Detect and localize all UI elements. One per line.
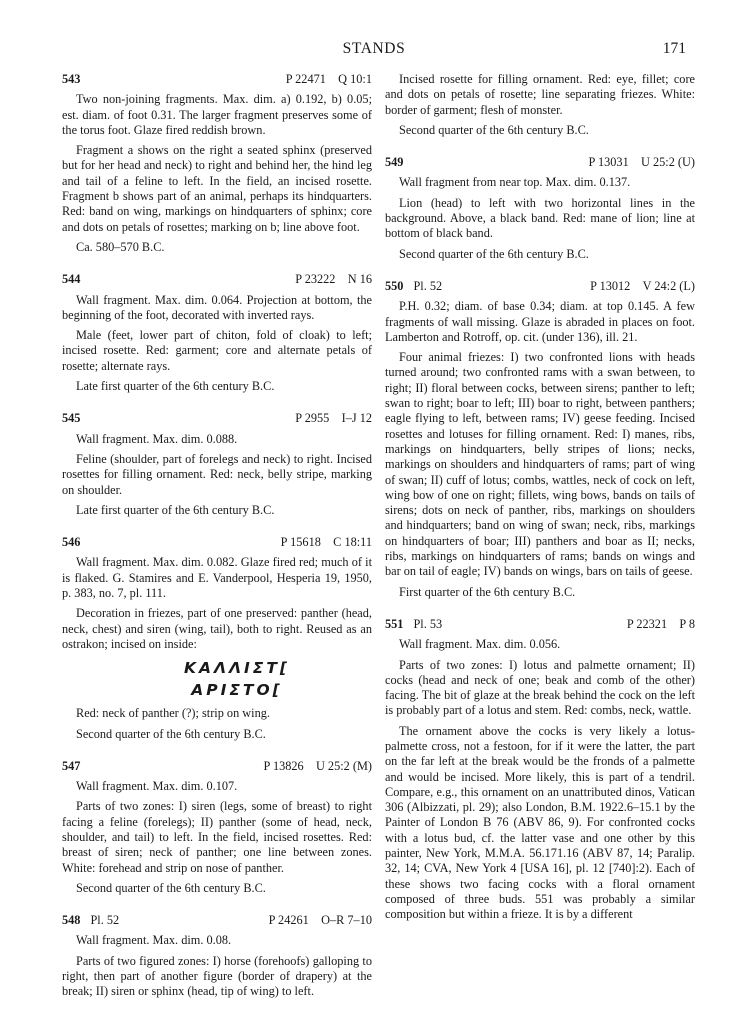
entry-number: 551 <box>385 616 404 631</box>
entry-number-group <box>62 272 80 287</box>
catalogue-entry <box>62 913 372 999</box>
inventory-and-deposit: P 13031 U 25:2 (U) <box>588 155 695 170</box>
entry-paragraph: Incised rosette for filling ornament. Red: eye, fillet; core and dots on petals of rosette; line separating friezes. White: border of garment; flesh of monster. <box>385 72 695 117</box>
entry-paragraph: Wall fragment. Max. dim. 0.088. <box>76 431 238 446</box>
catalogue-entry <box>62 535 372 742</box>
entry-header <box>62 759 372 774</box>
catalogue-entry <box>62 411 372 518</box>
entry-paragraph: Two non-joining fragments. Max. dim. a) 0.192, b) 0.05; est. diam. of foot 0.31. The larger fragment preserves some of the torus foot. Glaze fired reddish brown. <box>62 92 372 137</box>
entry-spacer <box>385 267 695 279</box>
running-head <box>0 40 748 62</box>
running-head-title: STANDS <box>342 40 406 57</box>
entry-header <box>62 411 372 426</box>
entry-header <box>385 617 695 632</box>
inventory-and-deposit: P 23222 N 16 <box>295 272 372 287</box>
entry-paragraph: Wall fragment. Max. dim. 0.08. <box>76 933 232 948</box>
plate-reference: Pl. 53 <box>413 616 443 631</box>
entry-number-group <box>62 535 80 550</box>
page-number: 171 <box>662 40 686 57</box>
entry-number-group <box>62 411 80 426</box>
entry-paragraph: P.H. 0.32; diam. of base 0.34; diam. at top 0.145. A few fragments of wall missing. Glaze is abraded in places on foot. Lamberton and Rotroff, op. cit. (under 136), ill. 21. <box>385 299 695 344</box>
inventory-and-deposit: P 15618 C 18:11 <box>280 535 372 550</box>
inventory-and-deposit: P 24261 O–R 7–10 <box>268 913 372 928</box>
entry-header <box>62 272 372 287</box>
entry-spacer <box>62 523 372 535</box>
catalogue-entry <box>62 72 372 255</box>
entry-paragraph: Male (feet, lower part of chiton, fold of cloak) to left; incised rosette. Red: garment; core and alternate petals of rosette; alternate rays. <box>62 328 372 373</box>
catalogue-entry <box>62 272 372 394</box>
entry-paragraph: Late first quarter of the 6th century B.C. <box>76 502 275 517</box>
plate-reference: Pl. 52 <box>90 913 120 928</box>
entry-header <box>385 279 695 294</box>
inventory-and-deposit: P 2955 I–J 12 <box>295 411 372 426</box>
inventory-and-deposit: P 13826 U 25:2 (M) <box>263 758 372 773</box>
entry-spacer <box>385 605 695 617</box>
entry-paragraph: Second quarter of the 6th century B.C. <box>399 122 589 137</box>
entry-number: 549 <box>385 155 404 170</box>
entry-paragraph: Second quarter of the 6th century B.C. <box>76 726 266 741</box>
entry-header <box>385 155 695 170</box>
entry-number: 547 <box>62 758 81 773</box>
entry-paragraph: Four animal friezes: I) two confronted lions with heads turned around; two confronted rams with a swan between, to right; II) floral between cocks, between sirens; panther to left; swan to right; boar to left; III) boar to right, between panthers; eagle flying to left, between rams; IV) geese feeding. Incised rosettes and lotuses for filling ornament. Red: I) manes, ribs, markings on hindquarters, belly stripes of lions; necks, markings on shoulders and hindquarters of rams; part of wing of swan; II) cuff of lotus; combs, wattles, neck of cock on left, wing bow of one on right; fillets, wing bows, bands on tails of sirens; dots on neck of panther, ribs, markings on shoulders and hindquarters; band on wing of swan; neck, ribs, markings on hindquarters of boar; III) panthers and boar as II; necks, ribs, markings on hindquarters of rams; bands on wings and bar on tail of eagle; IV) bands on wings, bars on tails of geese. <box>385 350 695 579</box>
entry-spacer <box>62 901 372 913</box>
entry-number: 550 <box>385 278 404 293</box>
catalogue-entry <box>385 72 695 138</box>
entry-paragraph: Wall fragment. Max. dim. 0.082. Glaze fired red; much of it is flaked. G. Stamires and E. Vanderpool, Hesperia 19, 1950, p. 383, no. 7, pl. 111. <box>62 555 372 601</box>
entry-paragraph: The ornament above the cocks is very likely a lotus-palmette cross, not a festoon, for if it were the latter, the part on the far left at the break would be the fronds of a palmette and would be incised. More likely, this is part of a tendril. Compare, e.g., this ornament on an unattributed dinos, Vatican 306 (Albizzati, pl. 29); also London, B.M. 1922.6–15.1 by the Painter of London B 76 (ABV 86, 9). For confronted cocks with a lotus bud, cf. the latter vase and one other by this painter, New York, M.M.A. 56.171.16 (ABV 87, 14; Paralip. 32, 14; CVA, New York 4 [USA 16], pl. 12 [740]:2). Each of these shows two facing cocks with a floral ornament composed of three buds. 551 was probably a similar composition but within a frieze. It is by a different <box>385 723 695 922</box>
entry-number: 543 <box>62 72 81 86</box>
catalogue-entry <box>62 759 372 896</box>
plate-reference: Pl. 52 <box>413 278 443 293</box>
inscription-line: ΚΑΛΛΙΣΤ[ <box>183 659 290 678</box>
inventory-and-deposit: P 22321 P 8 <box>626 616 695 631</box>
entry-paragraph: Red: neck of panther (?); strip on wing. <box>76 706 270 721</box>
entry-paragraph: Wall fragment. Max. dim. 0.064. Projection at bottom, the beginning of the foot, decorated with inverted rays. <box>62 292 372 322</box>
entry-paragraph: Lion (head) to left with two horizontal lines in the background. Above, a black band. Red: mane of lion; line at bottom of black band. <box>385 195 695 241</box>
catalogue-entry <box>385 279 695 600</box>
entry-number: 546 <box>62 535 81 550</box>
catalogue-entry <box>385 155 695 262</box>
entry-paragraph: Parts of two figured zones: I) horse (forehoofs) galloping to right, then part of another figure (border of drapery) at the break; II) siren or sphinx (head, tip of wing) to left. <box>62 953 372 999</box>
entry-paragraph: Ca. 580–570 B.C. <box>76 239 165 254</box>
entry-paragraph: Decoration in friezes, part of one preserved: panther (head, neck, chest) and siren (wing, tail), both to right. Reused as an ostrakon; incised on inside: <box>62 606 372 651</box>
catalogue-entry <box>385 617 695 923</box>
inventory-and-deposit: P 13012 V 24:2 (L) <box>590 278 695 293</box>
entry-number-group <box>62 72 80 87</box>
right-column <box>385 72 695 928</box>
entry-paragraph: Parts of two zones: I) siren (legs, some of breast) to right facing a feline (forelegs); II) panther (some of head, neck, shoulder, and tail) to left. In the field, incised rosettes. Red: breast of siren; neck of panther; one line between zones. White: forehead and strip on nose of panther. <box>62 799 372 875</box>
entry-header <box>62 913 372 928</box>
left-column <box>62 72 372 1005</box>
entry-paragraph: Second quarter of the 6th century B.C. <box>76 880 266 895</box>
entry-header <box>62 72 372 87</box>
entry-header <box>62 535 372 550</box>
entry-paragraph: First quarter of the 6th century B.C. <box>399 584 576 599</box>
entry-spacer <box>62 747 372 759</box>
entry-number-group <box>62 759 80 774</box>
entry-number-group <box>385 155 403 170</box>
entry-paragraph: Wall fragment from near top. Max. dim. 0.137. <box>399 175 631 190</box>
entry-paragraph: Feline (shoulder, part of forelegs and neck) to right. Incised rosettes for filling ornament. Red: neck, belly stripe, marking on shoulder. <box>62 451 372 497</box>
entry-number: 545 <box>62 411 81 426</box>
inventory-and-deposit: P 22471 Q 10:1 <box>285 72 372 86</box>
entry-paragraph: Wall fragment. Max. dim. 0.056. <box>399 637 561 652</box>
entry-paragraph: Wall fragment. Max. dim. 0.107. <box>76 779 238 794</box>
entry-spacer <box>62 399 372 411</box>
inscription-line: ΑΡΙΣΤΟ[ <box>191 681 283 700</box>
entry-spacer <box>62 260 372 272</box>
ostrakon-inscription <box>62 657 372 701</box>
entry-number: 548 <box>62 913 81 928</box>
entry-paragraph: Parts of two zones: I) lotus and palmette ornament; II) cocks (head and neck of one; beak and comb of the other) facing. The bit of glaze at the break behind the cock on the left is probably part of a lotus and stem. Red: combs, neck, wattle. <box>385 657 695 718</box>
entry-number-group <box>62 913 119 928</box>
entry-paragraph: Fragment a shows on the right a seated sphinx (preserved but for her head and neck) to right and behind her, the hind leg and tail of a feline to left. In the field, an incised rosette. Fragment b shows part of an animal, perhaps its hindquarters. Red: band on wing, markings on hindquarters of sphinx; core and dots on petals of rosettes; marking on b; line above foot. <box>62 143 372 234</box>
entry-number-group <box>385 279 442 294</box>
entry-number: 544 <box>62 272 81 287</box>
entry-number-group <box>385 617 442 632</box>
entry-spacer <box>385 143 695 155</box>
entry-paragraph: Second quarter of the 6th century B.C. <box>399 246 589 261</box>
entry-paragraph: Late first quarter of the 6th century B.C. <box>76 379 275 394</box>
